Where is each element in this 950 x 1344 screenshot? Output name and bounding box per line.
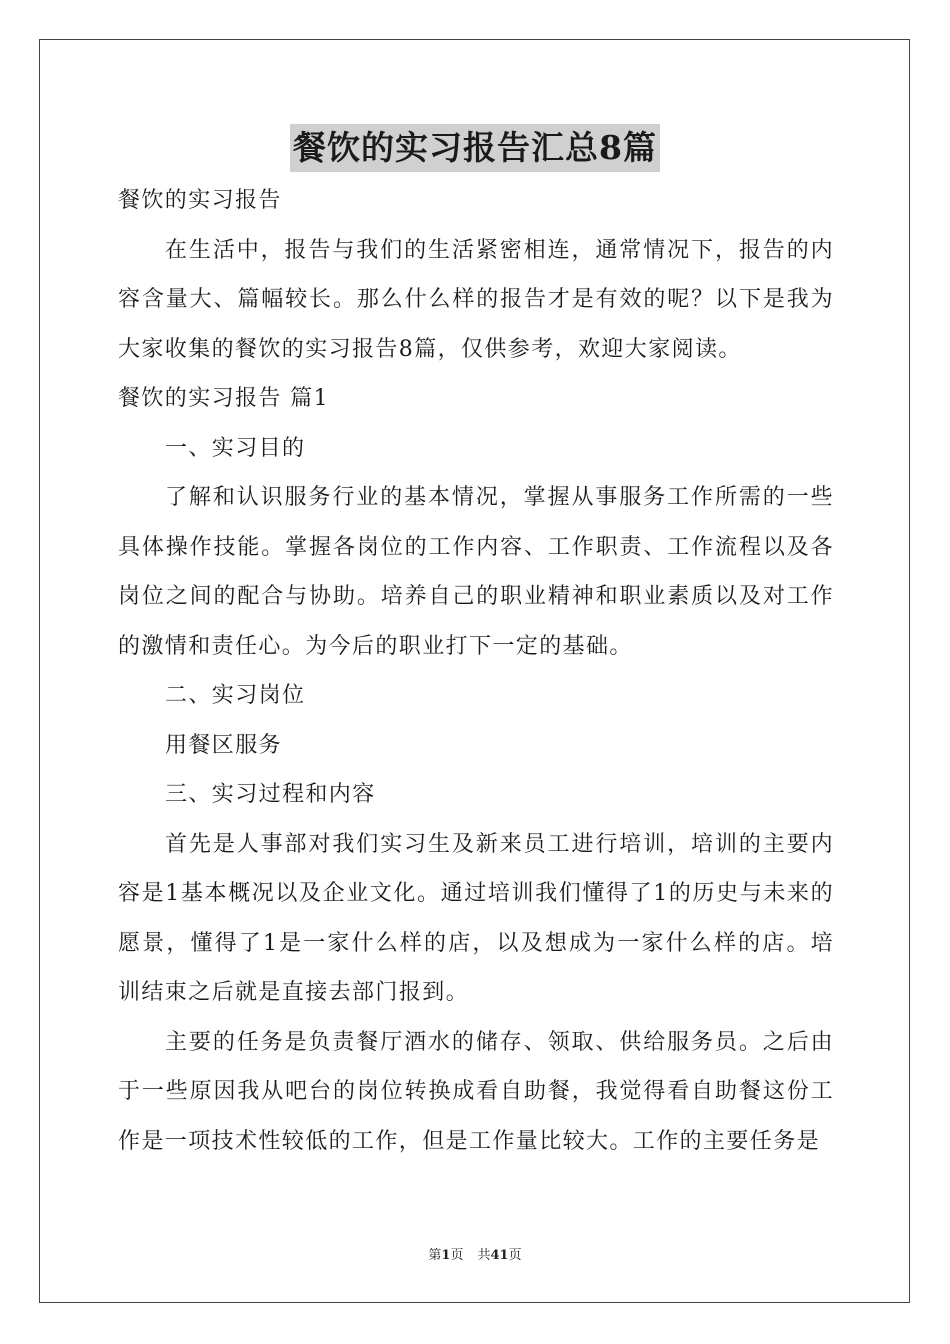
paragraph: 在生活中，报告与我们的生活紧密相连，通常情况下，报告的内容含量大、篇幅较长。那么什么样的报告才是有效的呢？以下是我为大家收集的餐饮的实习报告8篇，仅供参考，欢迎大家阅读。: [118, 237, 834, 362]
total-suffix: 页: [508, 1248, 522, 1263]
paragraph: 餐饮的实习报告 篇1: [118, 386, 329, 411]
total-prefix: 共: [477, 1248, 491, 1263]
total-pages: 41: [490, 1248, 509, 1263]
title-container: [0, 124, 950, 172]
page-suffix: 页: [450, 1248, 464, 1263]
page-prefix: 第: [428, 1248, 442, 1263]
paragraph: 主要的任务是负责餐厅酒水的储存、领取、供给服务员。之后由于一些原因我从吧台的岗位转换成看自助餐，我觉得看自助餐这份工作是一项技术性较低的工作，但是工作量比较大。工作的主要任务是: [118, 1029, 834, 1154]
paragraph: 二、实习岗位: [165, 683, 306, 708]
paragraph: 一、实习目的: [165, 435, 306, 461]
page-number: 1: [441, 1248, 451, 1263]
page-footer: [0, 1248, 950, 1264]
paragraph: 了解和认识服务行业的基本情况，掌握从事服务工作所需的一些具体操作技能。掌握各岗位的工作内容、工作职责、工作流程以及各岗位之间的配合与协助。培养自己的职业精神和职业素质以及对工作的激情和责任心。为今后的职业打下一定的基础。: [118, 485, 834, 659]
paragraph: 三、实习过程和内容: [165, 782, 376, 807]
paragraph: 用餐区服务: [165, 732, 283, 758]
paragraph: 首先是人事部对我们实习生及新来员工进行培训，培训的主要内容是1基本概况以及企业文化。通过培训我们懂得了1的历史与未来的愿景，懂得了1是一家什么样的店，以及想成为一家什么样的店。培训结束之后就是直接去部门报到。: [118, 831, 834, 1005]
document-body: [118, 176, 834, 1166]
document-title: 餐饮的实习报告汇总8篇: [290, 124, 660, 172]
paragraph: 餐饮的实习报告: [118, 188, 282, 213]
